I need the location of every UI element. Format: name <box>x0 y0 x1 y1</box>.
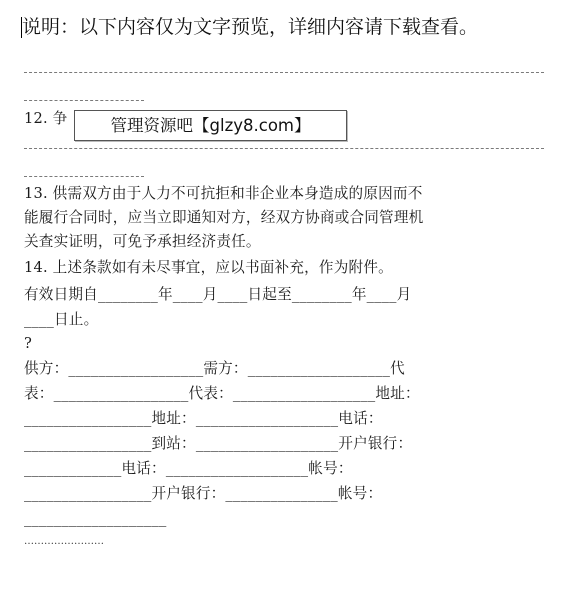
dashed-divider <box>24 176 144 177</box>
preview-notice-text: 说明：以下内容仅为文字预览，详细内容请下载查看。 <box>22 16 479 38</box>
dashed-divider <box>24 100 144 101</box>
signature-line-5: _____________电话：___________________帐号： <box>24 460 353 477</box>
signature-line-2: 表：__________________代表：___________________地址： <box>24 385 420 402</box>
preview-notice <box>22 14 478 40</box>
clause-13-line-2: 能履行合同时，应当立即通知对方，经双方协商或合同管理机 <box>24 209 424 226</box>
clause-12-heading: 12. 争 <box>24 110 68 127</box>
signature-line-4: _________________到站：___________________开户银行： <box>24 435 413 452</box>
trailing-dots: …………………… <box>24 536 104 547</box>
signature-line-1: 供方：__________________需方：___________________代 <box>24 360 405 377</box>
signature-line-6: _________________开户银行：_______________帐号： <box>24 485 383 502</box>
watermark-banner-text: 管理资源吧【glzy8.com】 <box>110 116 311 135</box>
validity-period-line-2: ____日止。 <box>24 311 99 328</box>
dashed-divider <box>24 148 544 149</box>
dashed-divider <box>24 72 544 73</box>
signature-line-7: ___________________ <box>24 510 167 527</box>
clause-14-text: 14. 上述条款如有未尽事宜，应以书面补充，作为附件。 <box>24 259 393 276</box>
clause-13-line-1: 13. 供需双方由于人力不可抗拒和非企业本身造成的原因而不 <box>24 185 423 202</box>
signature-line-3: _________________地址：___________________电话： <box>24 410 383 427</box>
validity-period-line-1: 有效日期自________年____月____日起至________年____月 <box>24 286 412 303</box>
text-cursor <box>21 17 22 38</box>
watermark-banner <box>74 110 347 141</box>
clause-13-line-3: 关查实证明，可免予承担经济责任。 <box>24 233 261 250</box>
placeholder-char: ? <box>24 335 33 352</box>
